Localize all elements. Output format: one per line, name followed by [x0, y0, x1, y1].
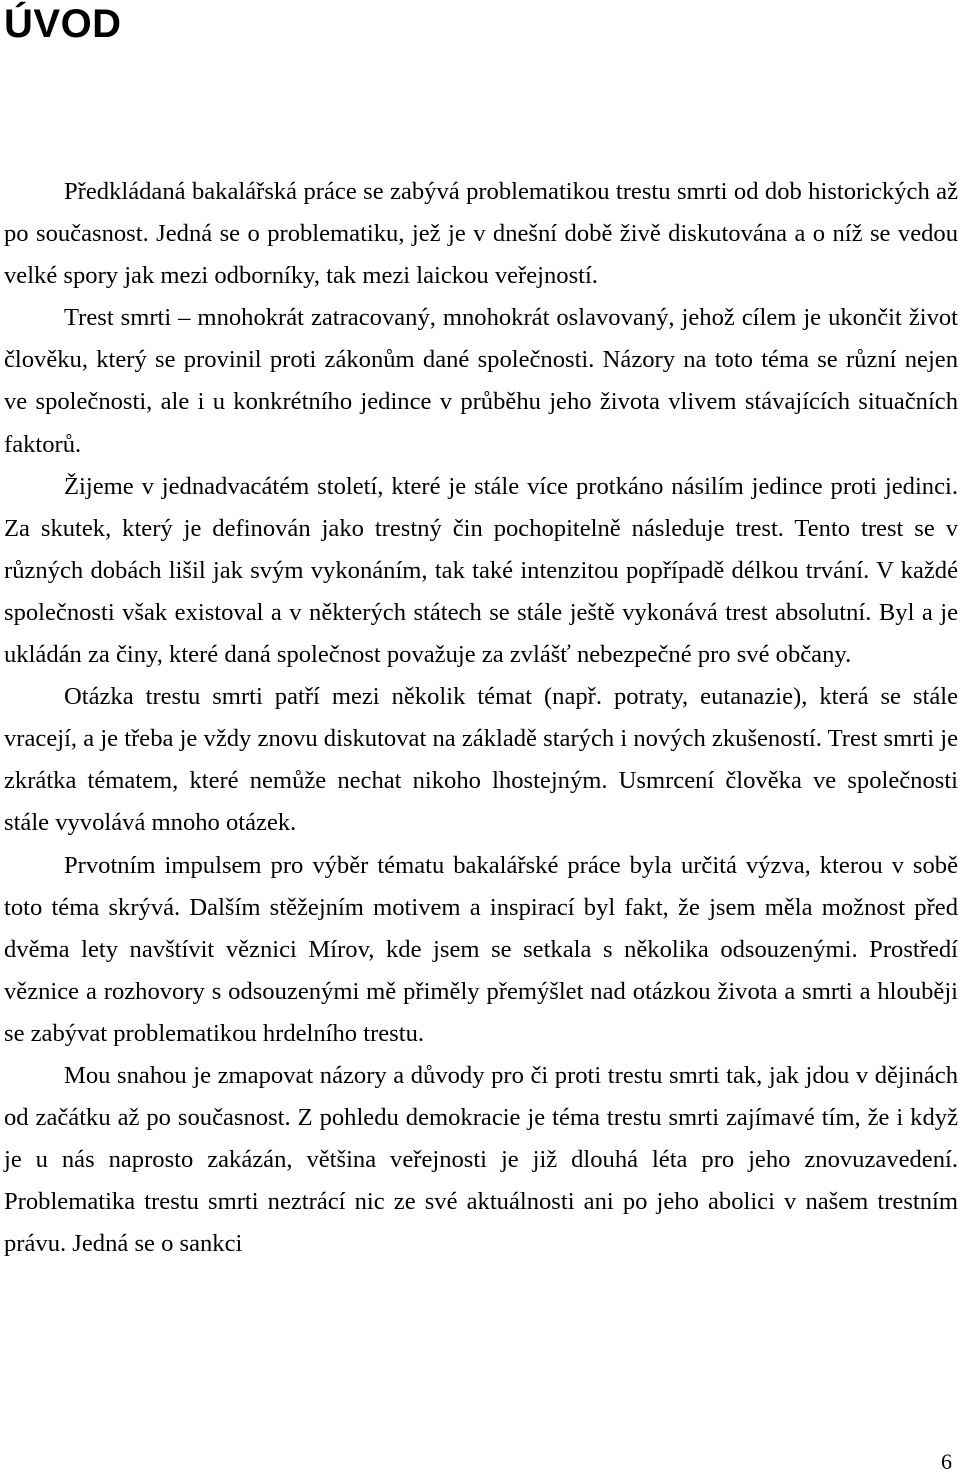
paragraph: Mou snahou je zmapovat názory a důvody pro či proti trestu smrti tak, jak jdou v dějinách od začátku až po současnost. Z pohledu demokracie je téma trestu smrti zajímavé tím, že i když je u nás naprosto zakázán, většina veřejnosti je již dlouhá léta pro jeho znovuzavedení. Problematika trestu smrti neztrácí nic ze své aktuálnosti ani po jeho abolici v našem trestním právu. Jedná se o sankci	[4, 1061, 958, 1258]
paragraph: Žijeme v jednadvacátém století, které je stále více protkáno násilím jedince proti jedinci. Za skutek, který je definován jako trestný čin pochopitelně následuje trest. Tento trest se v různých dobách lišil jak svým vykonáním, tak také intenzitou popřípadě délkou trvání. V každé společnosti však existoval a v některých státech se stále ještě vykonává trest absolutní. Byl a je ukládán za činy, které daná společnost považuje za zvlášť nebezpečné pro své občany.	[4, 472, 958, 669]
paragraph: Otázka trestu smrti patří mezi několik témat (např. potraty, eutanazie), která se stále vracejí, a je třeba je vždy znovu diskutovat na základě starých i nových zkušeností. Trest smrti je zkrátka tématem, které nemůže nechat nikoho lhostejným. Usmrcení člověka ve společnosti stále vyvolává mnoho otázek.	[4, 683, 958, 837]
page-number: 6	[941, 1449, 952, 1474]
paragraph: Trest smrti – mnohokrát zatracovaný, mnohokrát oslavovaný, jehož cílem je ukončit život člověku, který se provinil proti zákonům dané společnosti. Názory na toto téma se různí nejen ve společnosti, ale i u konkrétního jedince v průběhu jeho života vlivem stávajících situačních faktorů.	[4, 304, 958, 458]
paragraph: Předkládaná bakalářská práce se zabývá problematikou trestu smrti od dob historických až po současnost. Jedná se o problematiku, jež je v dnešní době živě diskutována a o níž se vedou velké spory jak mezi odborníky, tak mezi laickou veřejností.	[4, 178, 958, 290]
chapter-heading: ÚVOD	[4, 2, 122, 46]
body-text	[4, 171, 958, 1265]
paragraph: Prvotním impulsem pro výběr tématu bakalářské práce byla určitá výzva, kterou v sobě toto téma skrývá. Dalším stěžejním motivem a inspirací byl fakt, že jsem měla možnost před dvěma lety navštívit věznici Mírov, kde jsem se setkala s několika odsouzenými. Prostředí věznice a rozhovory s odsouzenými mě přiměly přemýšlet nad otázkou života a smrti a hlouběji se zabývat problematikou hrdelního trestu.	[4, 851, 958, 1047]
